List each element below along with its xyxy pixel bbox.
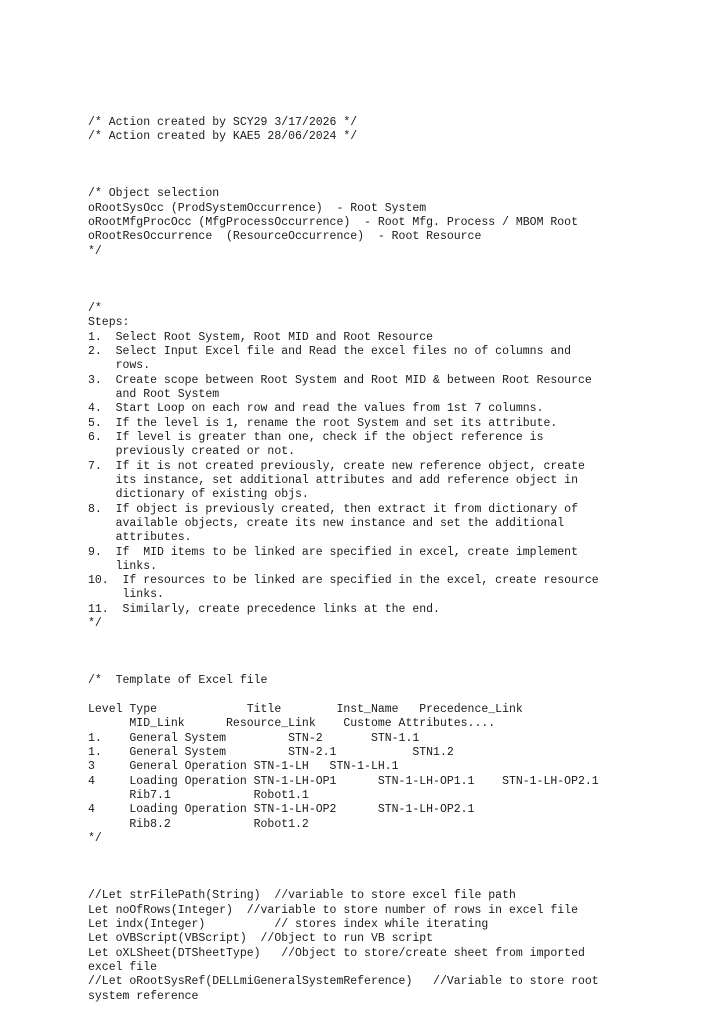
code-line: */ (88, 244, 102, 258)
code-line: 5. If the level is 1, rename the root System and set its attribute. (88, 416, 558, 430)
code-line: Steps: (88, 316, 130, 330)
code-line: 1. General System STN-2 STN-1.1 (88, 731, 420, 745)
code-line: 10. If resources to be linked are specified in the excel, create resource (88, 574, 599, 588)
code-line: oRootMfgProcOcc (MfgProcessOccurrence) - Root Mfg. Process / MBOM Root (88, 215, 578, 229)
code-block (88, 87, 599, 1033)
code-line: //Let strFilePath(String) //variable to store excel file path (88, 889, 516, 903)
code-line: 3 General Operation STN-1-LH STN-1-LH.1 (88, 760, 399, 774)
code-line: 11. Similarly, create precedence links at the end. (88, 602, 440, 616)
code-line: Rib8.2 Robot1.2 (88, 817, 309, 831)
code-line: /* Action created by KAE5 28/06/2024 */ (88, 129, 358, 143)
code-line: 3. Create scope between Root System and Root MID & between Root Resource (88, 373, 592, 387)
code-line: its instance, set additional attributes and add reference object in (88, 473, 578, 487)
code-line: rows. (88, 359, 151, 373)
section-excel-template (88, 674, 599, 846)
code-line: Level Type Title Inst_Name Precedence_Link (88, 703, 523, 717)
code-line: Let oVBScript(VBScript) //Object to run VB script (88, 932, 434, 946)
code-line: attributes. (88, 531, 192, 545)
code-line: available objects, create its new instance and set the additional (88, 516, 565, 530)
code-line: /* (88, 301, 102, 315)
code-line: dictionary of existing objs. (88, 488, 309, 502)
code-line: /* Action created by SCY29 3/17/2026 */ (88, 115, 358, 129)
code-line: */ (88, 617, 102, 631)
code-line (88, 689, 599, 703)
code-line: /* Object selection (88, 187, 220, 201)
code-line: 7. If it is not created previously, create new reference object, create (88, 459, 585, 473)
code-line: */ (88, 832, 102, 846)
code-line: MID_Link Resource_Link Custome Attributes.... (88, 717, 496, 731)
code-line: and Root System (88, 387, 220, 401)
code-line: /* Template of Excel file (88, 674, 268, 688)
code-line: oRootSysOcc (ProdSystemOccurrence) - Root System (88, 201, 427, 215)
section-steps (88, 302, 599, 632)
code-line: links. (88, 559, 158, 573)
code-line: 2. Select Input Excel file and Read the excel files no of columns and (88, 344, 572, 358)
code-line: 1. Select Root System, Root MID and Root Resource (88, 330, 434, 344)
code-line: oRootResOccurrence (ResourceOccurrence) - Root Resource (88, 230, 482, 244)
code-line: 8. If object is previously created, then extract it from dictionary of (88, 502, 578, 516)
code-line: 1. General System STN-2.1 STN1.2 (88, 746, 454, 760)
code-line: Rib7.1 Robot1.1 (88, 789, 309, 803)
section-object-selection (88, 187, 599, 259)
code-line: 9. If MID items to be linked are specified in excel, create implement (88, 545, 578, 559)
code-line: 4. Start Loop on each row and read the values from 1st 7 columns. (88, 402, 544, 416)
code-line: previously created or not. (88, 445, 296, 459)
code-line: excel file (88, 961, 158, 975)
code-line: 6. If level is greater than one, check if the object reference is (88, 430, 544, 444)
code-line: Let indx(Integer) // stores index while iterating (88, 918, 489, 932)
code-line: system reference (88, 989, 199, 1003)
code-line: 4 Loading Operation STN-1-LH-OP2 STN-1-LH-OP2.1 (88, 803, 475, 817)
code-line: 4 Loading Operation STN-1-LH-OP1 STN-1-LH-OP1.1 STN-1-LH-OP2.1 (88, 774, 599, 788)
code-line: links. (88, 588, 164, 602)
code-line: Let oXLSheet(DTSheetType) //Object to store/create sheet from imported (88, 946, 585, 960)
section-creation-comments (88, 116, 599, 145)
section-variable-declarations (88, 889, 599, 1004)
code-line: //Let oRootSysRef(DELLmiGeneralSystemReference) //Variable to store root (88, 975, 599, 989)
code-line: Let noOfRows(Integer) //variable to store number of rows in excel file (88, 903, 578, 917)
